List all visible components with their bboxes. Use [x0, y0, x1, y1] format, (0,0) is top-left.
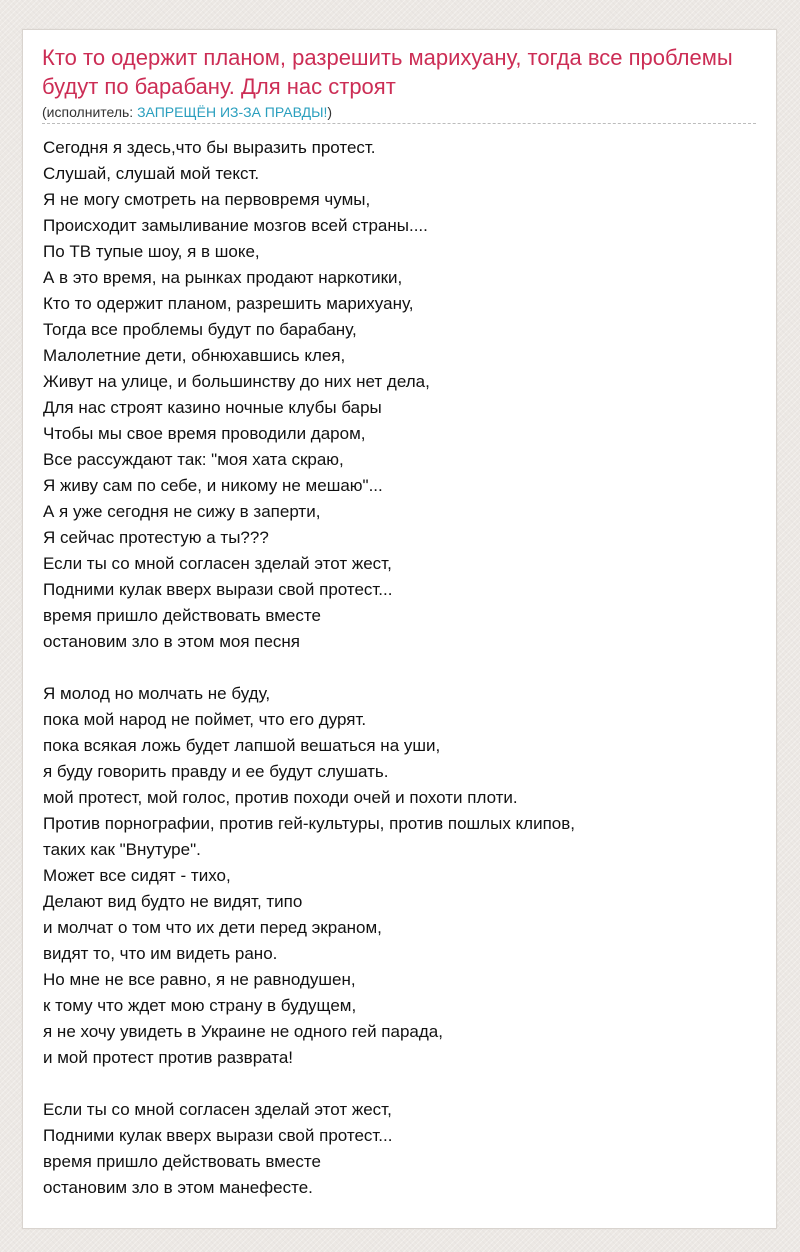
- lyrics-line: Я молод но молчать не буду,: [43, 684, 271, 703]
- lyrics-line: Я живу сам по себе, и никому не мешаю"...: [43, 476, 383, 495]
- lyrics-line: Против порнографии, против гей-культуры, против пошлых клипов,: [43, 814, 576, 833]
- performer-line: [42, 104, 332, 120]
- lyrics-line: Происходит замыливание мозгов всей страны....: [43, 216, 428, 235]
- lyrics-line: видят то, что им видеть рано.: [43, 944, 278, 963]
- lyrics-line: я буду говорить правду и ее будут слушать.: [43, 762, 389, 781]
- lyrics-line: Может все сидят - тихо,: [43, 866, 231, 885]
- lyrics-text: [43, 135, 753, 1227]
- lyrics-line: А я уже сегодня не сижу в заперти,: [43, 502, 321, 521]
- lyrics-line: А в это время, на рынках продают наркотики,: [43, 268, 403, 287]
- lyrics-line: таких как "Внутуре".: [43, 840, 201, 859]
- lyrics-line: остановим зло в этом моя песня: [43, 632, 301, 651]
- lyrics-line: Делают вид будто не видят, типо: [43, 892, 303, 911]
- lyrics-line: и мой протест против разврата!: [43, 1048, 294, 1067]
- lyrics-line: Все рассуждают так: "моя хата скраю,: [43, 450, 344, 469]
- lyrics-line: Подними кулак вверх вырази свой протест...: [43, 1126, 393, 1145]
- performer-prefix: (исполнитель:: [42, 104, 138, 120]
- lyrics-line: Малолетние дети, обнюхавшись клея,: [43, 346, 346, 365]
- lyrics-line: время пришло действовать вместе: [43, 1152, 321, 1171]
- lyrics-line: Кто то одержит планом, разрешить марихуану,: [43, 294, 414, 313]
- lyrics-line: Я сейчас протестую а ты???: [43, 528, 269, 547]
- lyrics-line: я не хочу увидеть в Украине не одного гей парада,: [43, 1022, 443, 1041]
- lyrics-line: Если ты со мной согласен зделай этот жест,: [43, 1100, 392, 1119]
- lyrics-line: Тогда все проблемы будут по барабану,: [43, 320, 357, 339]
- lyrics-line: Подними кулак вверх вырази свой протест...: [43, 580, 393, 599]
- song-title: Кто то одержит планом, разрешить марихуану, тогда все проблемы будут по барабану. Для нас строят: [42, 45, 733, 99]
- lyrics-line: время пришло действовать вместе: [43, 606, 321, 625]
- lyrics-line: Но мне не все равно, я не равнодушен,: [43, 970, 356, 989]
- lyrics-line: Я не могу смотреть на первовремя чумы,: [43, 190, 371, 209]
- lyrics-line: Сегодня я здесь,что бы выразить протест.: [43, 138, 376, 157]
- lyrics-stanza: [43, 681, 753, 1071]
- lyrics-line: к тому что ждет мою страну в будущем,: [43, 996, 357, 1015]
- title-divider: [42, 123, 756, 124]
- lyrics-line: Живут на улице, и большинству до них нет дела,: [43, 372, 430, 391]
- lyrics-line: пока всякая ложь будет лапшой вешаться на уши,: [43, 736, 441, 755]
- lyrics-line: остановим зло в этом манефесте.: [43, 1178, 313, 1197]
- lyrics-line: По ТВ тупые шоу, я в шоке,: [43, 242, 260, 261]
- lyrics-line: пока мой народ не поймет, что его дурят.: [43, 710, 367, 729]
- performer-link[interactable]: ЗАПРЕЩЁН ИЗ-ЗА ПРАВДЫ!: [137, 104, 328, 120]
- lyrics-line: мой протест, мой голос, против походи очей и похоти плоти.: [43, 788, 518, 807]
- lyrics-stanza: [43, 135, 753, 655]
- lyrics-line: Чтобы мы свое время проводили даром,: [43, 424, 366, 443]
- lyrics-line: Для нас строят казино ночные клубы бары: [43, 398, 382, 417]
- lyrics-stanza: [43, 1097, 753, 1201]
- lyrics-line: Если ты со мной согласен зделай этот жест,: [43, 554, 392, 573]
- performer-suffix: ): [327, 104, 333, 120]
- lyrics-line: и молчат о том что их дети перед экраном,: [43, 918, 382, 937]
- lyrics-line: Слушай, слушай мой текст.: [43, 164, 260, 183]
